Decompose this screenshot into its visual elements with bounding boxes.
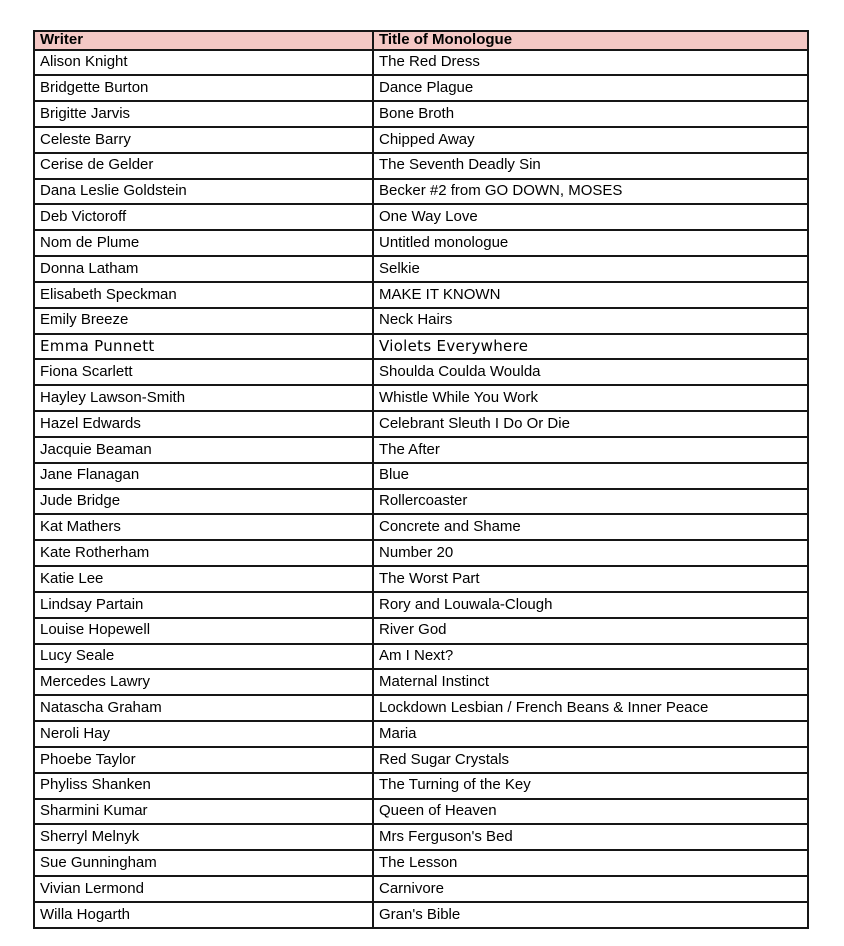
writer-cell: Celeste Barry <box>34 127 373 153</box>
writer-cell: Phyliss Shanken <box>34 773 373 799</box>
writer-cell: Deb Victoroff <box>34 204 373 230</box>
monologue-title-cell: The After <box>373 437 808 463</box>
writer-cell: Neroli Hay <box>34 721 373 747</box>
writer-cell: Cerise de Gelder <box>34 153 373 179</box>
table-row <box>34 721 808 747</box>
writer-cell: Dana Leslie Goldstein <box>34 179 373 205</box>
writer-cell: Mercedes Lawry <box>34 669 373 695</box>
writer-cell: Kate Rotherham <box>34 540 373 566</box>
table-row <box>34 359 808 385</box>
table-row <box>34 411 808 437</box>
table-row <box>34 644 808 670</box>
table-row <box>34 179 808 205</box>
monologue-title-cell: Concrete and Shame <box>373 514 808 540</box>
monologue-title-cell: Rory and Louwala-Clough <box>373 592 808 618</box>
monologue-title-cell: MAKE IT KNOWN <box>373 282 808 308</box>
header-row <box>34 31 808 50</box>
table-row <box>34 463 808 489</box>
table-row <box>34 489 808 515</box>
table-row <box>34 204 808 230</box>
monologue-title-cell: Lockdown Lesbian / French Beans & Inner Peace <box>373 695 808 721</box>
writer-cell: Alison Knight <box>34 50 373 76</box>
writer-cell: Natascha Graham <box>34 695 373 721</box>
monologue-title-cell: Becker #2 from GO DOWN, MOSES <box>373 179 808 205</box>
monologue-title-cell: Am I Next? <box>373 644 808 670</box>
writer-cell: Emily Breeze <box>34 308 373 334</box>
monologue-table <box>33 30 809 929</box>
table-row <box>34 876 808 902</box>
monologue-title-cell: Gran's Bible <box>373 902 808 928</box>
monologue-title-cell: Whistle While You Work <box>373 385 808 411</box>
header-writer: Writer <box>34 31 373 50</box>
table-row <box>34 799 808 825</box>
table-row <box>34 566 808 592</box>
table-row <box>34 695 808 721</box>
monologue-title-cell: Queen of Heaven <box>373 799 808 825</box>
monologue-title-cell: Celebrant Sleuth I Do Or Die <box>373 411 808 437</box>
writer-cell: Willa Hogarth <box>34 902 373 928</box>
monologue-title-cell: Rollercoaster <box>373 489 808 515</box>
writer-cell: Lindsay Partain <box>34 592 373 618</box>
table-row <box>34 437 808 463</box>
monologue-title-cell: The Turning of the Key <box>373 773 808 799</box>
monologue-title-cell: Neck Hairs <box>373 308 808 334</box>
table-row <box>34 850 808 876</box>
writer-cell: Jacquie Beaman <box>34 437 373 463</box>
writer-cell: Sue Gunningham <box>34 850 373 876</box>
writer-cell: Fiona Scarlett <box>34 359 373 385</box>
writer-cell: Emma Punnett <box>34 334 373 360</box>
table-row <box>34 592 808 618</box>
writer-cell: Sharmini Kumar <box>34 799 373 825</box>
table-row <box>34 282 808 308</box>
writer-cell: Jane Flanagan <box>34 463 373 489</box>
monologue-title-cell: Untitled monologue <box>373 230 808 256</box>
table-row <box>34 50 808 76</box>
table-row <box>34 618 808 644</box>
monologue-title-cell: The Worst Part <box>373 566 808 592</box>
table-row <box>34 127 808 153</box>
writer-cell: Hayley Lawson-Smith <box>34 385 373 411</box>
table-row <box>34 747 808 773</box>
monologue-title-cell: Maria <box>373 721 808 747</box>
monologue-title-cell: Selkie <box>373 256 808 282</box>
monologue-title-cell: Maternal Instinct <box>373 669 808 695</box>
table-row <box>34 514 808 540</box>
table-row <box>34 540 808 566</box>
writer-cell: Phoebe Taylor <box>34 747 373 773</box>
table-row <box>34 230 808 256</box>
writer-cell: Donna Latham <box>34 256 373 282</box>
monologue-title-cell: Red Sugar Crystals <box>373 747 808 773</box>
monologue-title-cell: Carnivore <box>373 876 808 902</box>
monologue-title-cell: One Way Love <box>373 204 808 230</box>
writer-cell: Brigitte Jarvis <box>34 101 373 127</box>
table-row <box>34 75 808 101</box>
monologue-title-cell: River God <box>373 618 808 644</box>
writer-cell: Vivian Lermond <box>34 876 373 902</box>
table-row <box>34 902 808 928</box>
writer-cell: Kat Mathers <box>34 514 373 540</box>
table-row <box>34 669 808 695</box>
table-body <box>34 50 808 929</box>
writer-cell: Elisabeth Speckman <box>34 282 373 308</box>
table-row <box>34 308 808 334</box>
writer-cell: Hazel Edwards <box>34 411 373 437</box>
table-row <box>34 334 808 360</box>
monologue-title-cell: Chipped Away <box>373 127 808 153</box>
monologue-title-cell: Mrs Ferguson's Bed <box>373 824 808 850</box>
writer-cell: Louise Hopewell <box>34 618 373 644</box>
monologue-title-cell: Blue <box>373 463 808 489</box>
table-row <box>34 256 808 282</box>
monologue-title-cell: Bone Broth <box>373 101 808 127</box>
writer-cell: Lucy Seale <box>34 644 373 670</box>
monologue-title-cell: The Red Dress <box>373 50 808 76</box>
table-row <box>34 773 808 799</box>
monologue-title-cell: The Lesson <box>373 850 808 876</box>
monologue-title-cell: Dance Plague <box>373 75 808 101</box>
table-row <box>34 101 808 127</box>
writer-cell: Bridgette Burton <box>34 75 373 101</box>
writer-cell: Katie Lee <box>34 566 373 592</box>
table-row <box>34 385 808 411</box>
header-title-of-monologue: Title of Monologue <box>373 31 808 50</box>
table-row <box>34 824 808 850</box>
writer-cell: Nom de Plume <box>34 230 373 256</box>
table-row <box>34 153 808 179</box>
writer-cell: Sherryl Melnyk <box>34 824 373 850</box>
writer-cell: Jude Bridge <box>34 489 373 515</box>
monologue-title-cell: The Seventh Deadly Sin <box>373 153 808 179</box>
monologue-title-cell: Violets Everywhere <box>373 334 808 360</box>
monologue-title-cell: Shoulda Coulda Woulda <box>373 359 808 385</box>
monologue-title-cell: Number 20 <box>373 540 808 566</box>
